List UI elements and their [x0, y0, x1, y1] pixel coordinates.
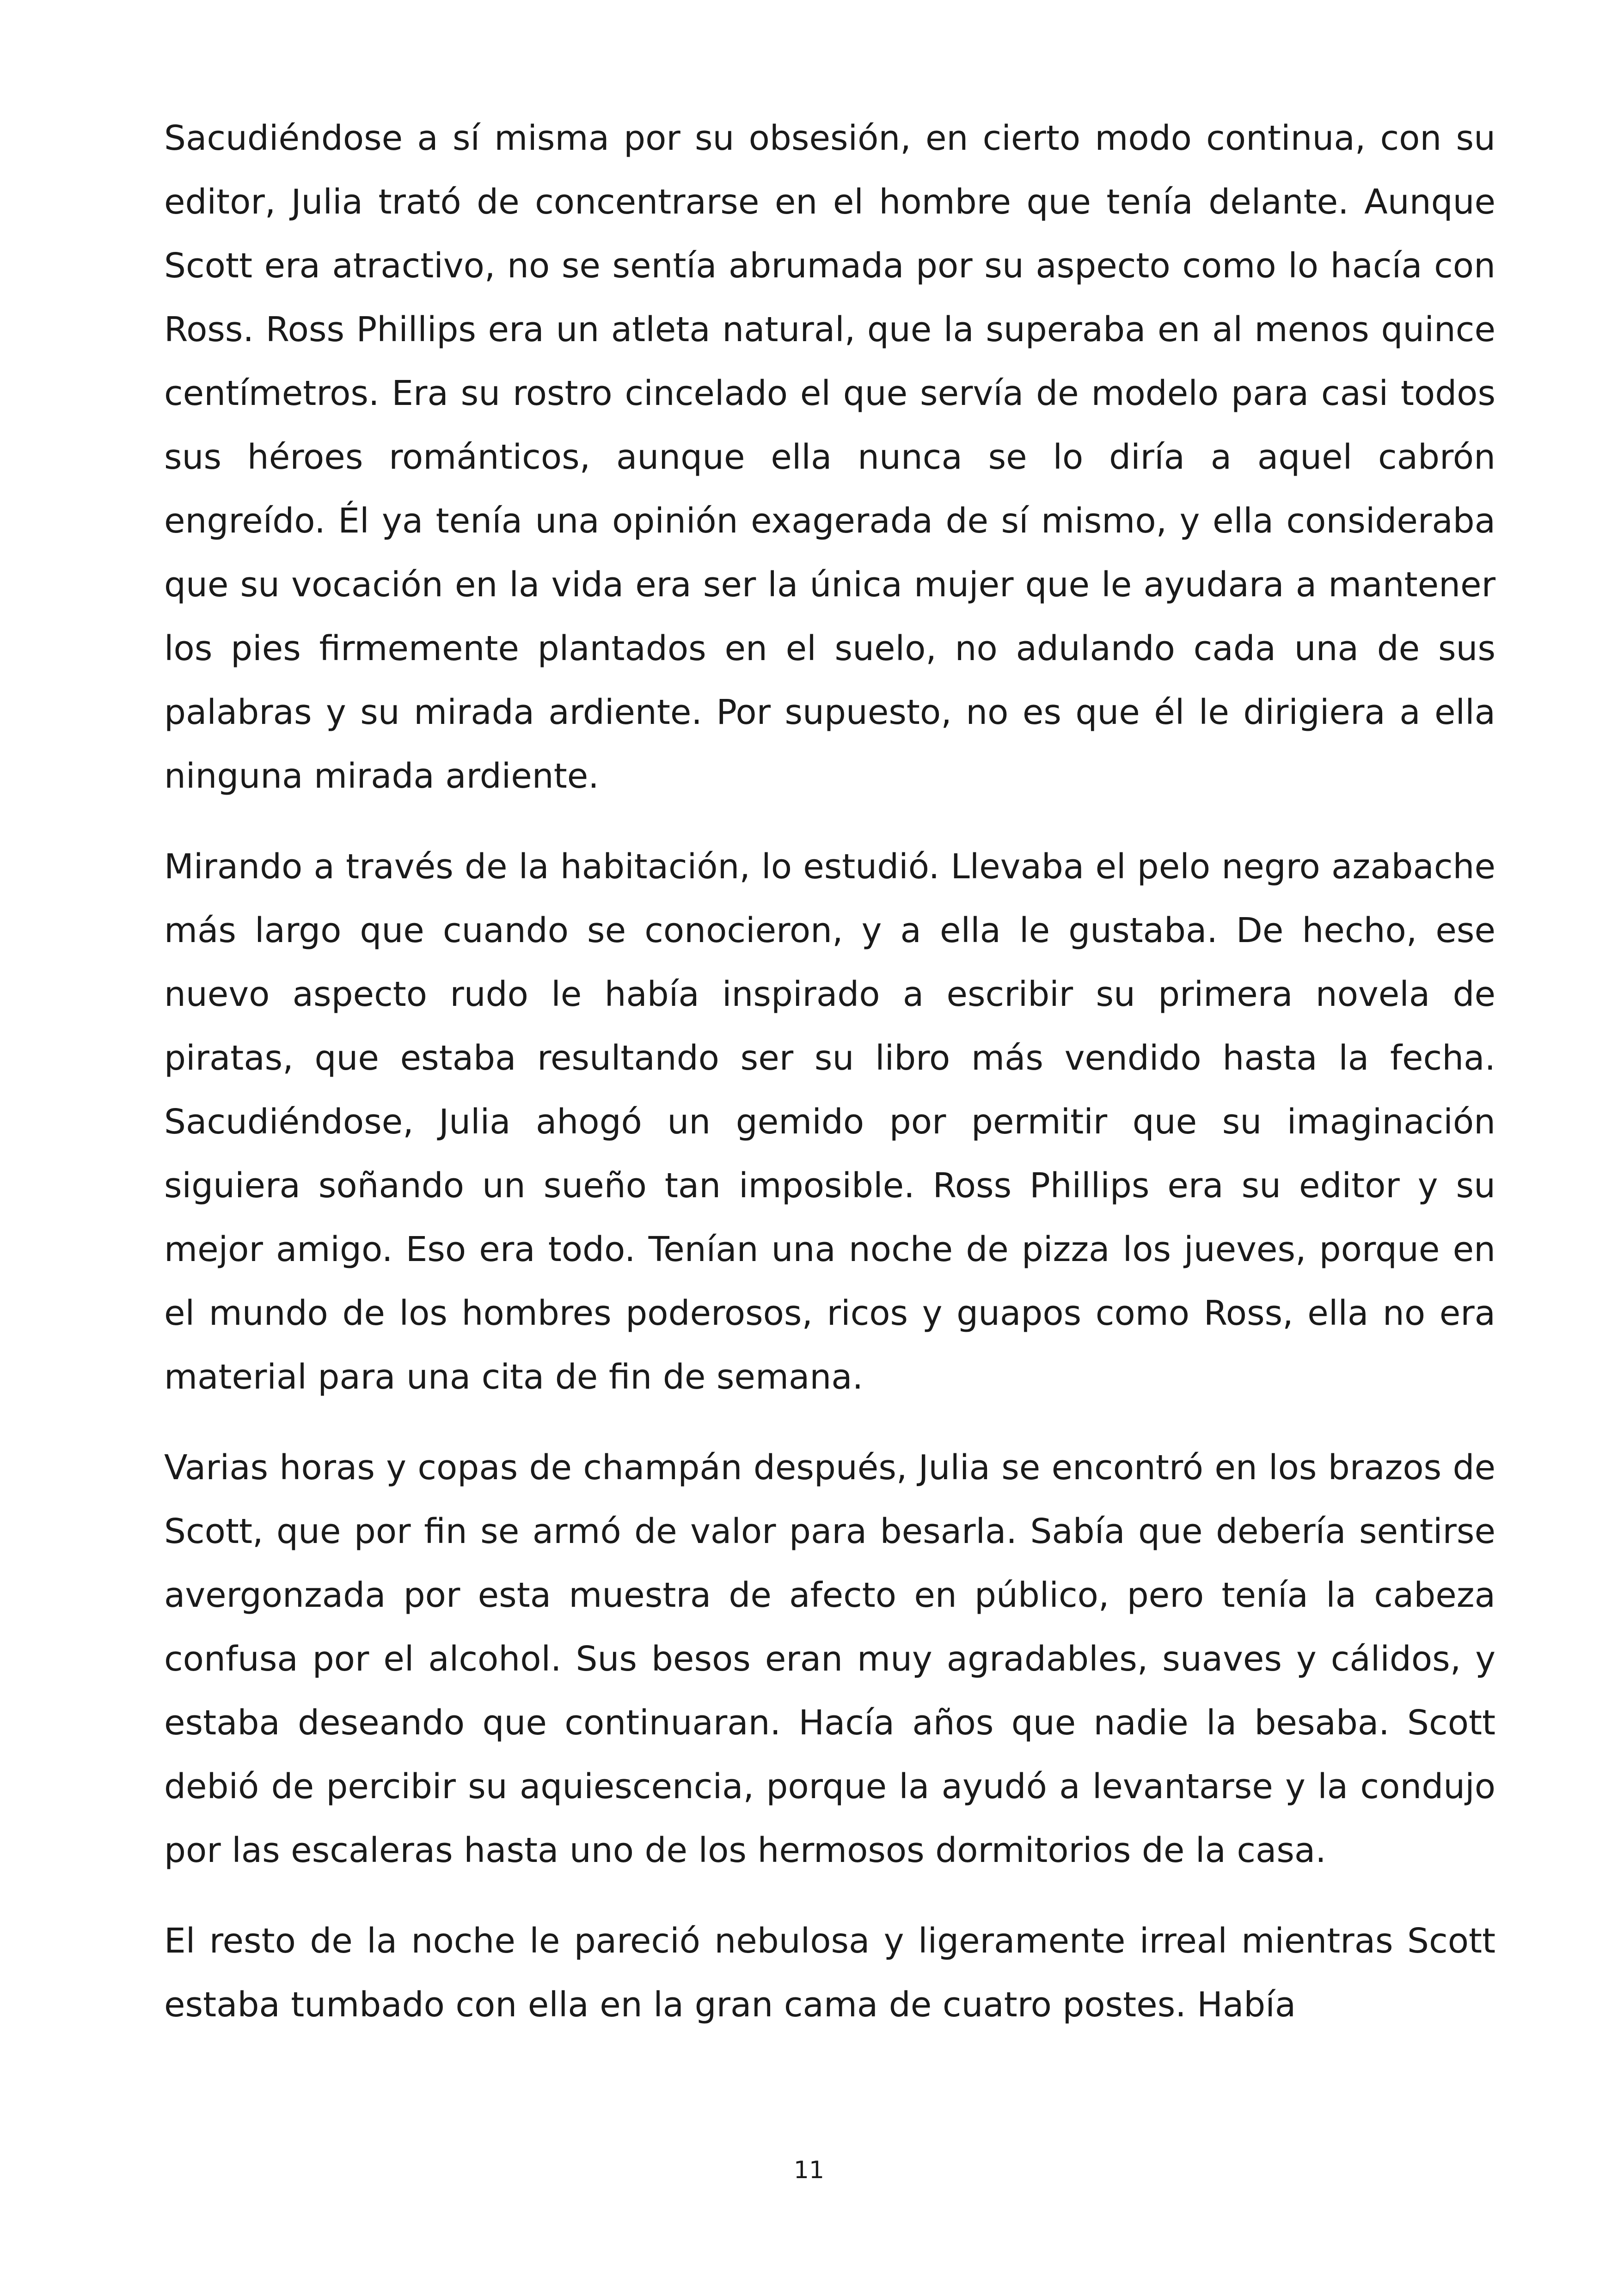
paragraph-4: El resto de la noche le pareció nebulosa y ligeramente irreal mientras Scott estaba tumbado con ella en la gran cama de cuatro postes. Había: [164, 1921, 1495, 2025]
paragraph-2: Mirando a través de la habitación, lo estudió. Llevaba el pelo negro azabache más largo que cuando se conocieron, y a ella le gustaba. De hecho, ese nuevo aspecto rudo le había inspirado a escribir su primera novela de piratas, que estaba resultando ser su libro más vendido hasta la fecha. Sacudiéndose, Julia ahogó un gemido por permitir que su imaginación siguiera soñando un sueño tan imposible. Ross Phillips era su editor y su mejor amigo. Eso era todo. Tenían una noche de pizza los jueves, porque en el mundo de los hombres poderosos, ricos y guapos como Ross, ella no era material para una cita de fin de semana.: [164, 847, 1495, 1397]
page-number: 11: [793, 2156, 825, 2184]
paragraph-1: Sacudiéndose a sí misma por su obsesión, en cierto modo continua, con su editor, Julia trató de concentrarse en el hombre que tenía delante. Aunque Scott era atractivo, no se sentía abrumada por su aspecto como lo hacía con Ross. Ross Phillips era un atleta natural, que la superaba en al menos quince centímetros. Era su rostro cincelado el que servía de modelo para casi todos sus héroes románticos, aunque ella nunca se lo diría a aquel cabrón engreído. Él ya tenía una opinión exagerada de sí mismo, y ella consideraba que su vocación en la vida era ser la única mujer que le ayudara a mantener los pies firmemente plantados en el suelo, no adulando cada una de sus palabras y su mirada ardiente. Por supuesto, no es que él le dirigiera a ella ninguna mirada ardiente.: [164, 118, 1495, 796]
body-text: [164, 106, 1495, 2063]
paragraph-3: Varias horas y copas de champán después, Julia se encontró en los brazos de Scott, que por fin se armó de valor para besarla. Sabía que debería sentirse avergonzada por esta muestra de afecto en público, pero tenía la cabeza confusa por el alcohol. Sus besos eran muy agradables, suaves y cálidos, y estaba deseando que continuaran. Hacía años que nadie la besaba. Scott debió de percibir su aquiescencia, porque la ayudó a levantarse y la condujo por las escaleras hasta uno de los hermosos dormitorios de la casa.: [164, 1448, 1495, 1870]
